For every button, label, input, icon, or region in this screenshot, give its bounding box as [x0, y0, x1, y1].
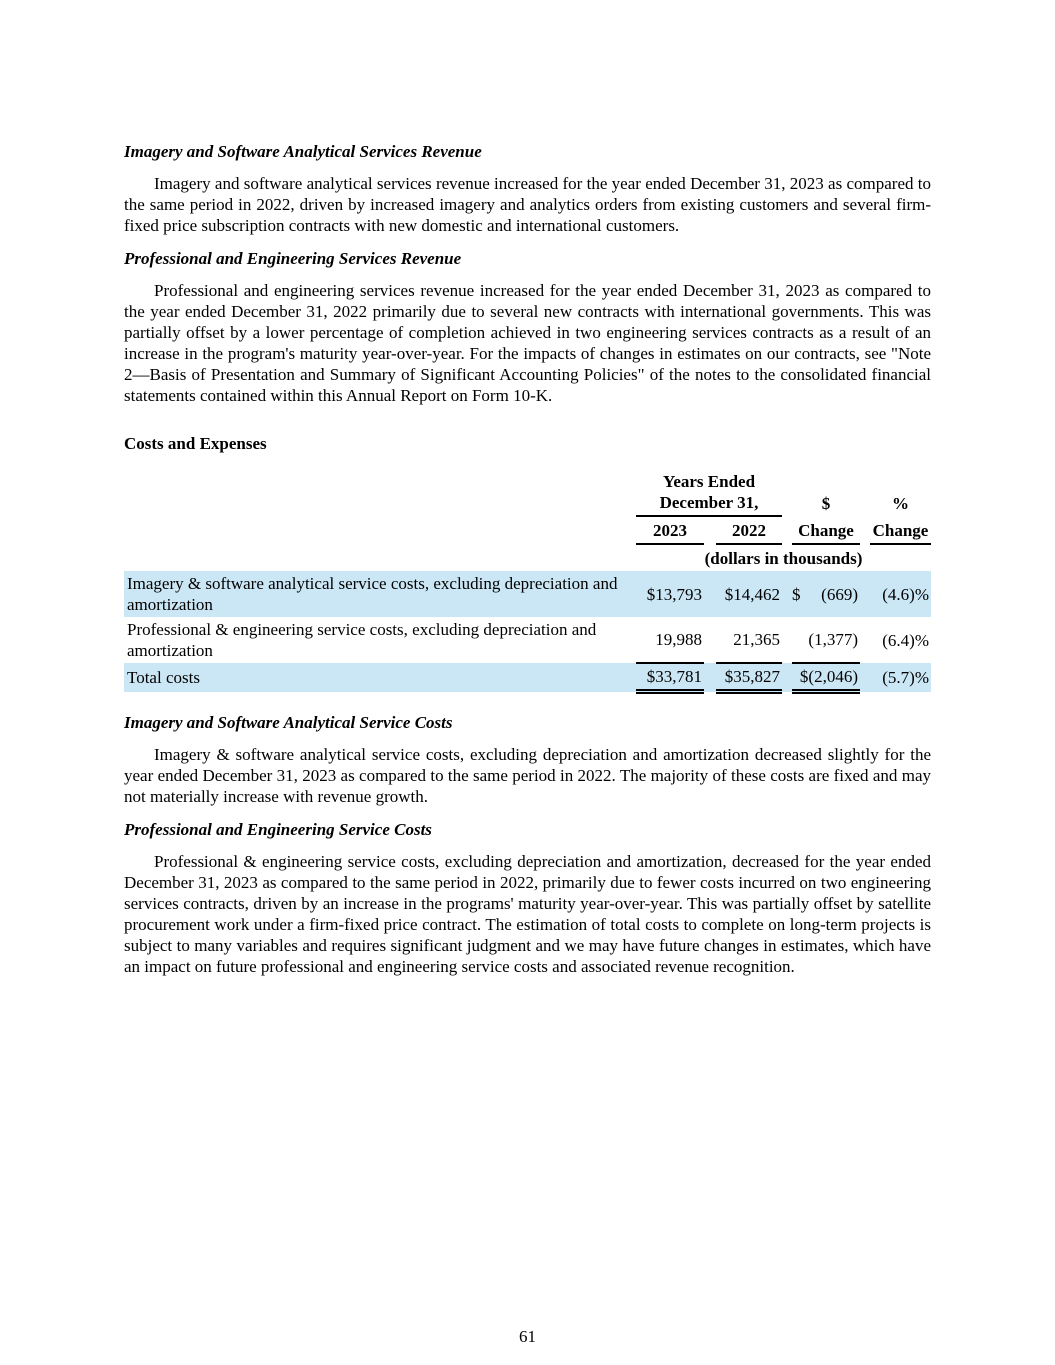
dollar-prefix: $	[792, 584, 801, 604]
section-heading-imagery-service-costs: Imagery and Software Analytical Service Costs	[124, 713, 453, 732]
section-heading-professional-service-costs: Professional and Engineering Service Costs	[124, 820, 432, 839]
cell-2023: $33,781	[636, 663, 704, 692]
cell-2023: $13,793	[636, 571, 704, 617]
cell-2022: 21,365	[716, 617, 782, 663]
table-column-header-row	[124, 516, 931, 544]
years-ended-line2: December 31,	[659, 493, 759, 512]
cell-2022: $35,827	[716, 663, 782, 692]
section-heading-professional-revenue: Professional and Engineering Services Revenue	[124, 249, 462, 268]
units-note: (dollars in thousands)	[704, 549, 863, 568]
paragraph-professional-service-costs: Professional & engineering service costs, excluding depreciation and amortization, decreased for the year ended December 31, 2023 as compared to the same period in 2022, primarily due to fewer costs incurred on two engineering services contracts, driven by an increase in the programs' maturity year-over-year. This was partially offset by satellite procurement work under a firm-fixed price contract. The estimation of total costs to complete on long-term projects is subject to many variables and requires significant judgment and we may have future changes in estimates, which have an impact on future professional and engineering service costs and associated revenue recognition.	[124, 852, 931, 976]
row-label: Professional & engineering service costs, excluding depreciation and amortization	[127, 620, 597, 660]
paragraph-professional-revenue: Professional and engineering services revenue increased for the year ended December 31, 2023 as compared to the year ended December 31, 2022 primarily due to several new contracts with international governments. This was partially offset by a lower percentage of completion achieved in two engineering services contracts as a result of an increase in the program's maturity year-over-year. For the impacts of changes in estimates on our contracts, see "Note 2—Basis of Presentation and Summary of Significant Accounting Policies" of the notes to the consolidated financial statements contained within this Annual Report on Form 10-K.	[124, 281, 931, 405]
change-value: (669)	[821, 584, 858, 604]
cell-percent-change: (5.7)%	[870, 663, 931, 692]
table-row-professional-costs	[124, 617, 931, 663]
years-ended-group-header	[636, 469, 782, 516]
paragraph-imagery-revenue: Imagery and software analytical services revenue increased for the year ended December 31, 2023 as compared to the same period in 2022, driven by increased imagery and analytics orders from existing customers and several firm-fixed price subscription contracts with new domestic and international customers.	[124, 174, 931, 235]
cell-dollar-change	[792, 571, 860, 617]
cell-percent-change: (4.6)%	[870, 571, 931, 617]
cell-dollar-change: $(2,046)	[792, 663, 860, 692]
row-label: Total costs	[124, 663, 636, 692]
column-header-dollar-change: Change	[792, 516, 860, 544]
table-row-imagery-costs	[124, 571, 931, 617]
paragraph-imagery-service-costs: Imagery & software analytical service costs, excluding depreciation and amortization decreased slightly for the year ended December 31, 2023 as compared to the same period in 2022. The majority of these costs are fixed and may not materially increase with revenue growth.	[124, 745, 931, 806]
cell-dollar-change: (1,377)	[792, 617, 860, 663]
cell-2022: $14,462	[716, 571, 782, 617]
cell-2023: 19,988	[636, 617, 704, 663]
cell-percent-change: (6.4)%	[882, 630, 929, 650]
section-heading-imagery-revenue: Imagery and Software Analytical Services Revenue	[124, 142, 482, 161]
costs-table	[124, 469, 931, 694]
table-row-total-costs	[124, 663, 931, 692]
column-header-2022: 2022	[716, 516, 782, 544]
table-header-group-row	[124, 469, 931, 516]
table-units-row	[124, 544, 931, 571]
row-label: Imagery & software analytical service costs, excluding depreciation and amortization	[124, 571, 636, 617]
section-heading-costs-and-expenses: Costs and Expenses	[124, 434, 267, 453]
column-header-percent-change: Change	[870, 516, 931, 544]
column-header-2023: 2023	[636, 516, 704, 544]
page-number: 61	[519, 1327, 536, 1346]
dollar-change-symbol: $	[821, 494, 831, 513]
years-ended-line1: Years Ended	[662, 472, 756, 491]
percent-change-symbol: %	[892, 494, 909, 513]
